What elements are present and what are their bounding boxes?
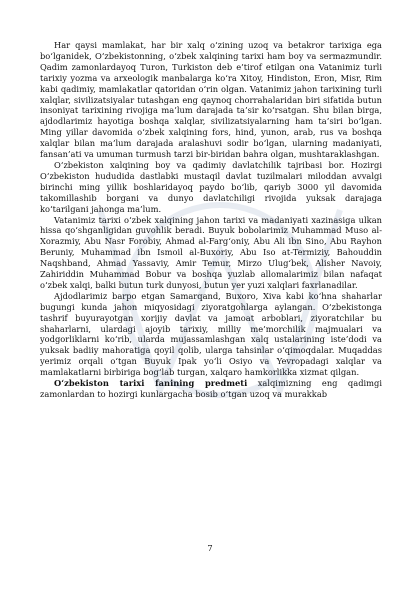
document-body (40, 40, 382, 400)
paragraph-2 (40, 160, 382, 215)
paragraph-5-text: xalqimizning eng qadimgi zamonlardan to hozirgi kunlargacha bosib o‘tgan uzoq va murakkab (40, 378, 382, 399)
paragraph-5-lead: O‘zbekiston tarixi fanining predmeti (54, 378, 248, 389)
paragraph-1-text: Har qaysi mamlakat, har bir xalq o‘zining uzoq va betakror tarixiga ega bo‘lganidek, O‘zbekistonning, o‘zbek xalqining tarixi ham boy va sermazmundir. Qadim zamonlardayoq Turon, Turkiston deb e’tirof etilgan ona Vatanimiz turli tarixiy yozma va arxeologik manbalarga ko‘ra Xitoy, Hindiston, Eron, Misr, Rim kabi qadimiy, mamlakatlar qatoridan o‘rin olgan. Vatanimiz jahon tarixining turli xalqlar, sivilizatsiyalar tutashgan eng qaynoq chorrahalaridan biri sifatida butun insoniyat tarixining rivojiga ma’lum darajada ta’sir ko‘rsatgan. Shu bilan birga, ajdodlarimiz hayotiga boshqa xalqlar, sivilizatsiyalarning ham ta’siri bo‘lgan. Ming yillar davomida o‘zbek xalqining fors, hind, yunon, arab, rus va boshqa xalqlar bilan ma’lum darajada aralashuvi sodir bo‘lgan, ularning madaniyati, fansan’ati va umuman turmush tarzi bir-biridan bahra olgan, mushtaraklashgan. (40, 40, 382, 160)
paragraph-3 (40, 215, 382, 291)
paragraph-5 (40, 378, 382, 400)
paragraph-4 (40, 291, 382, 378)
paragraph-3-text: Vatanimiz tarixi o‘zbek xalqining jahon tarixi va madaniyati xazinasiga ulkan hissa qo‘shganligidan guvohlik beradi. Buyuk bobolarimiz Muhammad Muso al-Xorazmiy, Abu Nasr Forobiy, Ahmad al-Farg‘oniy, Abu Ali ibn Sino, Abu Rayhon Beruniy, Muhammad ibn Ismoil al-Buxoriy, Abu Iso at-Termiziy, Bahouddin Naqshband, Ahmad Yassaviy, Amir Temur, Mirzo Ulug‘bek, Alisher Navoiy, Zahiriddin Muhammad Bobur va boshqa yuzlab allomalarimiz bilan nafaqat o‘zbek xalqi, balki butun turk dunyosi, butun yer yuzi xalqlari faxrlanadilar. (40, 214, 382, 290)
paragraph-2-text: O‘zbekiston xalqining boy va qadimiy davlatchilik tajribasi bor. Hozirgi O‘zbekiston hududida dastlabki mustaqil davlat tuzilmalari miloddan avvalgi birinchi ming yillik boshlaridayoq paydo bo‘lib, qariyb 3000 yil davomida takomillashib borgani va dunyo davlatchiligi rivojida yuksak darajaga ko‘tarilgani jahonga ma’lum. (40, 159, 382, 214)
paragraph-4-text: Ajdodlarimiz barpo etgan Samarqand, Buxoro, Xiva kabi ko‘hna shaharlar bugungi kunda jahon miqyosidagi ziyoratgohlarga aylangan. O‘zbekistonga tashrif buyurayotgan xorijiy davlat va jamoat arboblari, ziyoratchilar bu shaharlarni, ulardagi ajoyib tarixiy, milliy me’morchilik majmualari va yodgorliklarni ko‘rib, ularda mujassamlashgan xalq ustalarining iste’dodi va yuksak badiiy mahoratiga qoyil qolib, ularga tahsinlar o‘qimoqdalar. Muqaddas yerimiz orqali o‘tgan Buyuk Ipak yo‘li Osiyo va Yevropadagi xalqlar va mamlakatlarni birbiriga bog‘lab turgan, xalqaro hamkorlikka xizmat qilgan. (40, 290, 382, 378)
paragraph-1 (40, 40, 382, 160)
page-number: 7 (207, 543, 213, 553)
